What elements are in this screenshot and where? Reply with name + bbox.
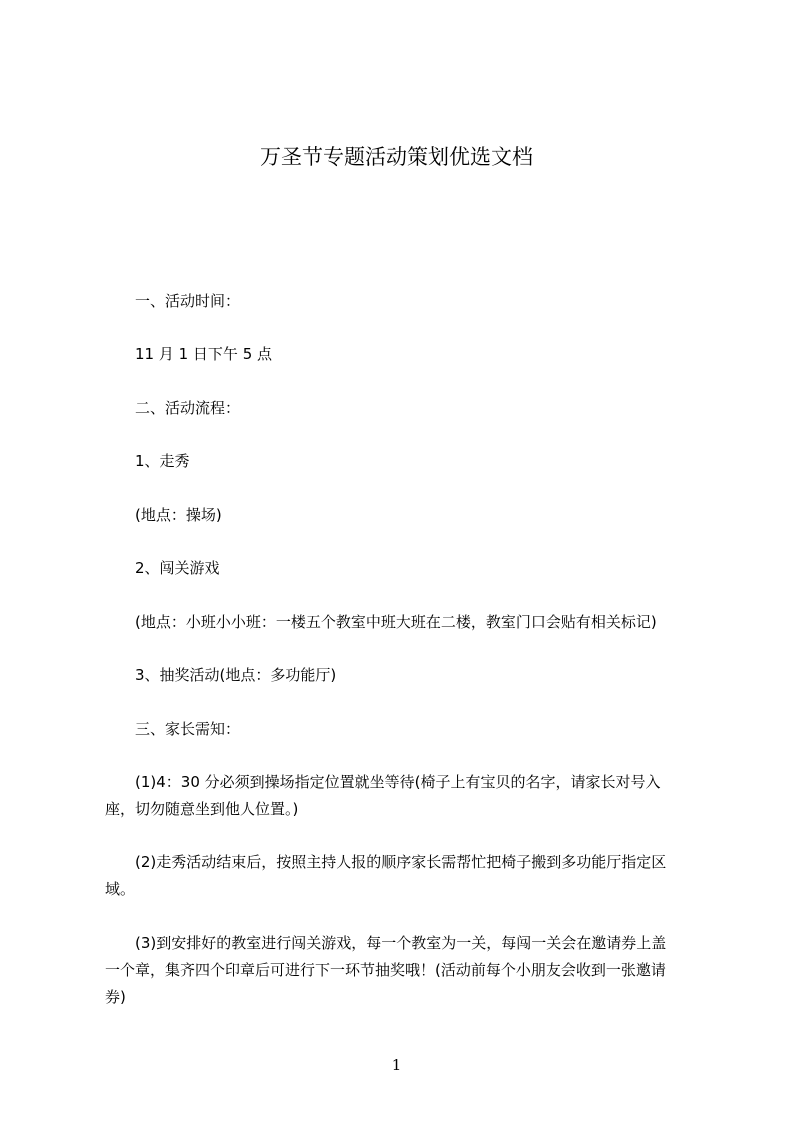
notice-2 xyxy=(105,851,725,900)
notice-1-line-2: 座，切勿随意坐到他人位置。) xyxy=(105,800,299,818)
time-heading: 一、活动时间： xyxy=(135,292,241,310)
process-heading: 二、活动流程： xyxy=(135,399,241,417)
notice-3-line-1: (3)到安排好的教室进行闯关游戏，每一个教室为一关，每闯一关会在邀请券上盖 xyxy=(135,934,667,952)
step2-location: (地点：小班小小班：一楼五个教室中班大班在二楼，教室门口会贴有相关标记) xyxy=(135,613,657,631)
step1-location: (地点：操场) xyxy=(135,506,222,524)
step1-label: 1、走秀 xyxy=(135,452,190,470)
document-title: 万圣节专题活动策划优选文档 xyxy=(260,145,533,169)
notice-3-line-3: 券) xyxy=(105,988,126,1006)
step2-label: 2、闯关游戏 xyxy=(135,559,220,577)
notice-1 xyxy=(105,771,725,820)
notice-2-line-2: 域。 xyxy=(105,880,136,898)
notice-3-line-2: 一个章，集齐四个印章后可进行下一环节抽奖哦！(活动前每个小朋友会收到一张邀请 xyxy=(105,961,666,979)
notice-2-line-1: (2)走秀活动结束后，按照主持人报的顺序家长需帮忙把椅子搬到多功能厅指定区 xyxy=(135,853,667,871)
notice-1-line-1: (1)4：30 分必须到操场指定位置就坐等待(椅子上有宝贝的名字，请家长对号入 xyxy=(135,773,661,791)
time-value: 11 月 1 日下午 5 点 xyxy=(135,345,273,363)
step3-label: 3、抽奖活动(地点：多功能厅) xyxy=(135,666,337,684)
notice-3 xyxy=(105,932,725,1008)
page-number: 1 xyxy=(391,1056,402,1074)
notice-heading: 三、家长需知： xyxy=(135,720,241,738)
